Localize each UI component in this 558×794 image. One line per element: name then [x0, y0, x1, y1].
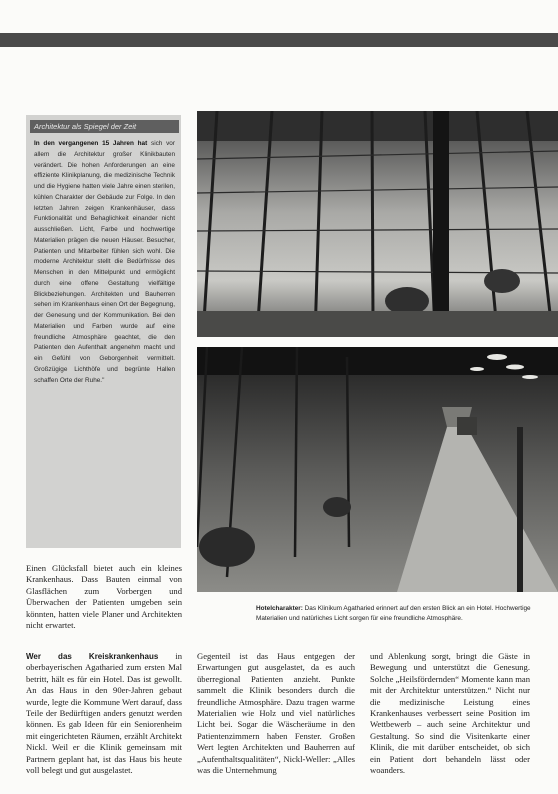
atrium-facade-photo — [197, 111, 558, 337]
sidebar-body: sich vor allem die Architektur großer Klinikbauten verändert. Die hohen Anforderungen an eine effiziente Klinikplanung, die medizinische Technik und die Hygiene hatten viele Jahre einen sterilen, kühlen Charakter der Gebäude zur Folge. In den letzten Jahren zeigen Krankenhäuser, dass Funktionalität und Behaglichkeit einander nicht ausschließen. Licht, Farbe und hochwertige Materialien prägen die neuen Häuser. Besucher, Patienten und Mitarbeiter fühlen sich wohl. Die moderne Architektur stellt die Bedürfnisse des Menschen in den Mittelpunkt und ermöglicht durch eine offene Gestaltung vielfältige Blickbeziehungen. Architekten und Bauherren sehen im Krankenhaus einen Ort der Begegnung, der Genesung und der Kommunikation. Bei den Materialien und Farben wurde auf eine freundliche Atmosphäre geachtet, die den Patienten den Aufenthalt angenehm macht und ein Gefühl von Geborgenheit vermittelt. Großzügige Lichthöfe und begrünte Hallen schaffen Orte der Ruhe." — [34, 140, 175, 384]
paragraph-body: in oberbayerischen Agatharied zum ersten Mal betritt, hält es für ein Hotel. Das ist gewollt. An das Haus in den 90er-Jahren gebaut wurde, legte die Kommune Wert darauf, dass Teile der Bedürftigen anders genutzt werden können. Es gab Ideen für ein Seniorenheim mit eingerichteten Räumen, erzählt Architekt Nickl. Weil er die Klinik gemeinsam mit Partnern geplant hat, ist das Haus bis heute voll belegt und gut ausgelastet. — [26, 651, 182, 776]
paragraph: Einen Glücksfall bietet auch ein kleines Krankenhaus. Dass Bauten einmal von Glasflächen zum Vorbergen und Überwachen der Patienten umgeben sein könnten, hatten viele Planer und Architekten nicht erwartet. — [26, 563, 182, 631]
sidebar-lead: In den vergangenen 15 Jahren hat — [34, 140, 148, 147]
text-column-3 — [370, 651, 530, 776]
photo-caption — [256, 604, 556, 624]
caption-text: Das Klinikum Agatharied erinnert auf den ersten Blick an ein Hotel. Hochwertige Materialien und natürliches Licht sorgen für eine freundliche Atmosphäre. — [256, 605, 531, 622]
sidebar-text — [34, 139, 175, 386]
caption-label: Hotelcharakter: — [256, 605, 303, 612]
text-column-1-top — [26, 563, 182, 631]
sidebar-heading: Architektur als Spiegel der Zeit — [30, 120, 179, 133]
paragraph: und Ablenkung sorgt, bringt die Gäste in Bewegung und unterstützt die Genesung. Solche „Heilsfördernden“ Momente kann man mit der Architektur unterstützen.“ Nicht nur die medizinische Leistung eines Krankenhauses verbessert seine Position im Wettbewerb – auch seine Architektur und Gestaltung. So sind die Visitenkarte einer Klinik, die mit darüber entscheidet, ob sich ein Patient dort behandeln lässt oder woanders. — [370, 651, 530, 776]
atrium-hall-photo — [197, 347, 558, 592]
sidebar-box — [26, 115, 181, 548]
paragraph-lead: Wer das Kreiskrankenhaus — [26, 652, 159, 661]
paragraph — [26, 651, 182, 776]
text-column-2 — [197, 651, 355, 776]
paragraph: Gegenteil ist das Haus entgegen der Erwartungen gut ausgelastet, da es auch überregional Patienten anzieht. Punkte sammelt die Klinik besonders durch die freundliche Atmosphäre. Dazu tragen warme Materialien wie Holz und viel natürliches Licht bei. Sogar die Wäscheräume in den Patientenzimmern haben Fenster. Großen Wert legten Architekten und Bauherren auf „Aufenthaltsqualitäten“, Nickl-Weller: „Alles was die Unternehmung — [197, 651, 355, 776]
text-column-1 — [26, 651, 182, 776]
header-bar — [0, 33, 558, 47]
